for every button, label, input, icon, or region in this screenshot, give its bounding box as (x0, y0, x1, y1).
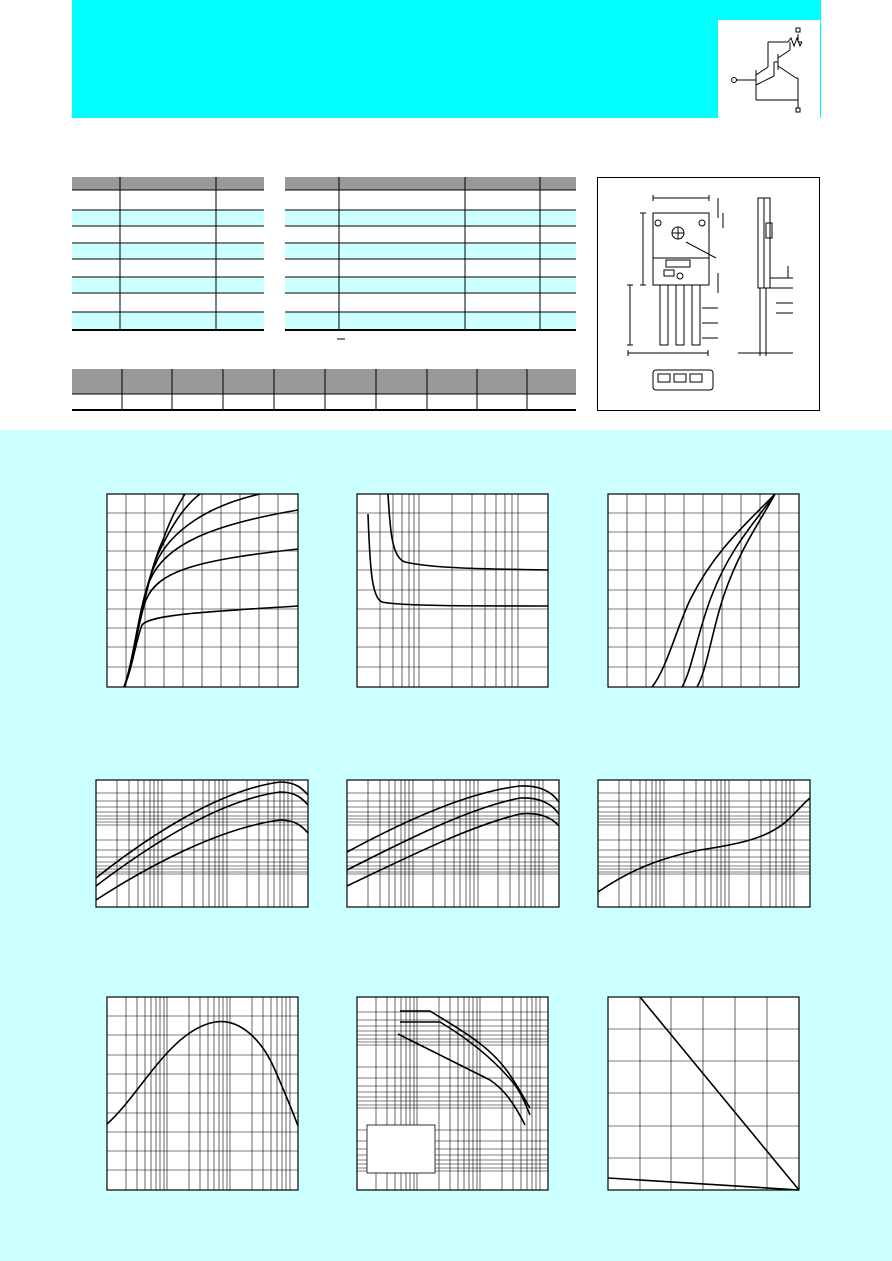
chart-power-derating (608, 997, 799, 1190)
chart-ic-vce (107, 494, 298, 687)
chart-vce-sat (598, 780, 810, 907)
chart-safe-operating-area (357, 997, 548, 1190)
chart-ft-ic (107, 997, 298, 1190)
chart-hfe-ic-b (347, 780, 559, 907)
chart-ic-vbe (608, 494, 799, 687)
chart-hfe-ic-a (96, 780, 308, 907)
chart-vce-ib (357, 494, 548, 687)
